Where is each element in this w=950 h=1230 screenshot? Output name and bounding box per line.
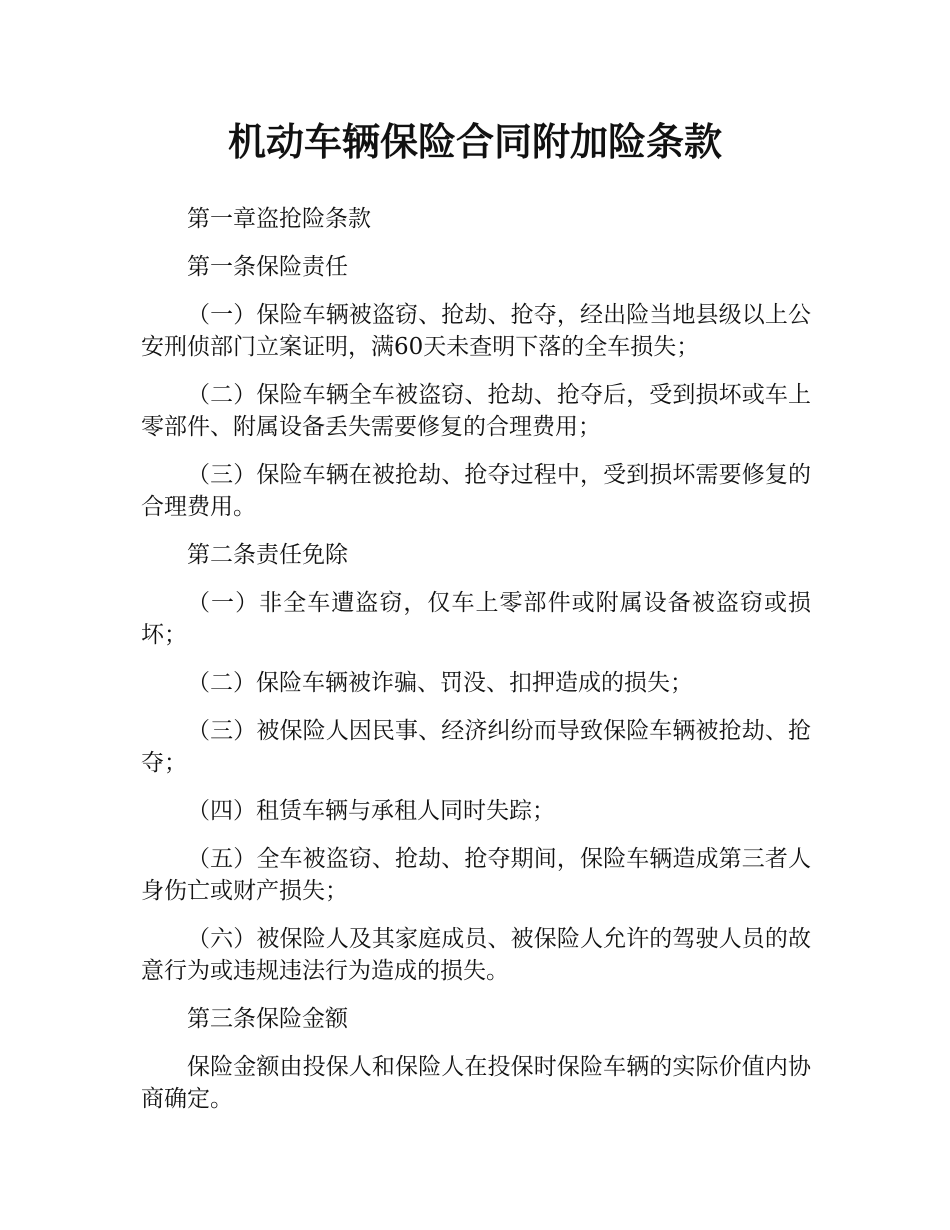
document-title: 机动车辆保险合同附加险条款 [227,120,722,164]
clause-paragraph: （二）保险车辆被诈骗、罚没、扣押造成的损失； [187,670,693,696]
clause-paragraph: （五）全车被盗窃、抢劫、抢夺期间，保险车辆造成第三者人身伤亡或财产损失； [141,846,811,904]
clause-paragraph: （二）保险车辆全车被盗窃、抢劫、抢夺后，受到损坏或车上零部件、附属设备丢失需要修复的合理费用； [141,382,811,440]
clause-paragraph: （三）保险车辆在被抢劫、抢夺过程中，受到损坏需要修复的合理费用。 [141,462,811,520]
document-body [141,203,811,1131]
clause-paragraph: （一）非全车遭盗窃，仅车上零部件或附属设备被盗窃或损坏； [141,590,811,648]
clause-paragraph: （四）租赁车辆与承租人同时失踪； [187,798,555,824]
clause-paragraph: （一）保险车辆被盗窃、抢劫、抢夺，经出险当地县级以上公安刑侦部门立案证明，满60天未查明下落的全车损失； [141,302,811,360]
article-heading: 第二条责任免除 [187,542,348,568]
article-heading: 第三条保险金额 [187,1006,348,1032]
clause-paragraph: （六）被保险人及其家庭成员、被保险人允许的驾驶人员的故意行为或违规违法行为造成的损失。 [141,926,811,984]
article-heading: 第一条保险责任 [187,254,348,280]
clause-paragraph: 保险金额由投保人和保险人在投保时保险车辆的实际价值内协商确定。 [141,1054,811,1112]
chapter-heading: 第一章盗抢险条款 [187,206,371,232]
clause-paragraph: （三）被保险人因民事、经济纠纷而导致保险车辆被抢劫、抢夺； [141,718,811,776]
